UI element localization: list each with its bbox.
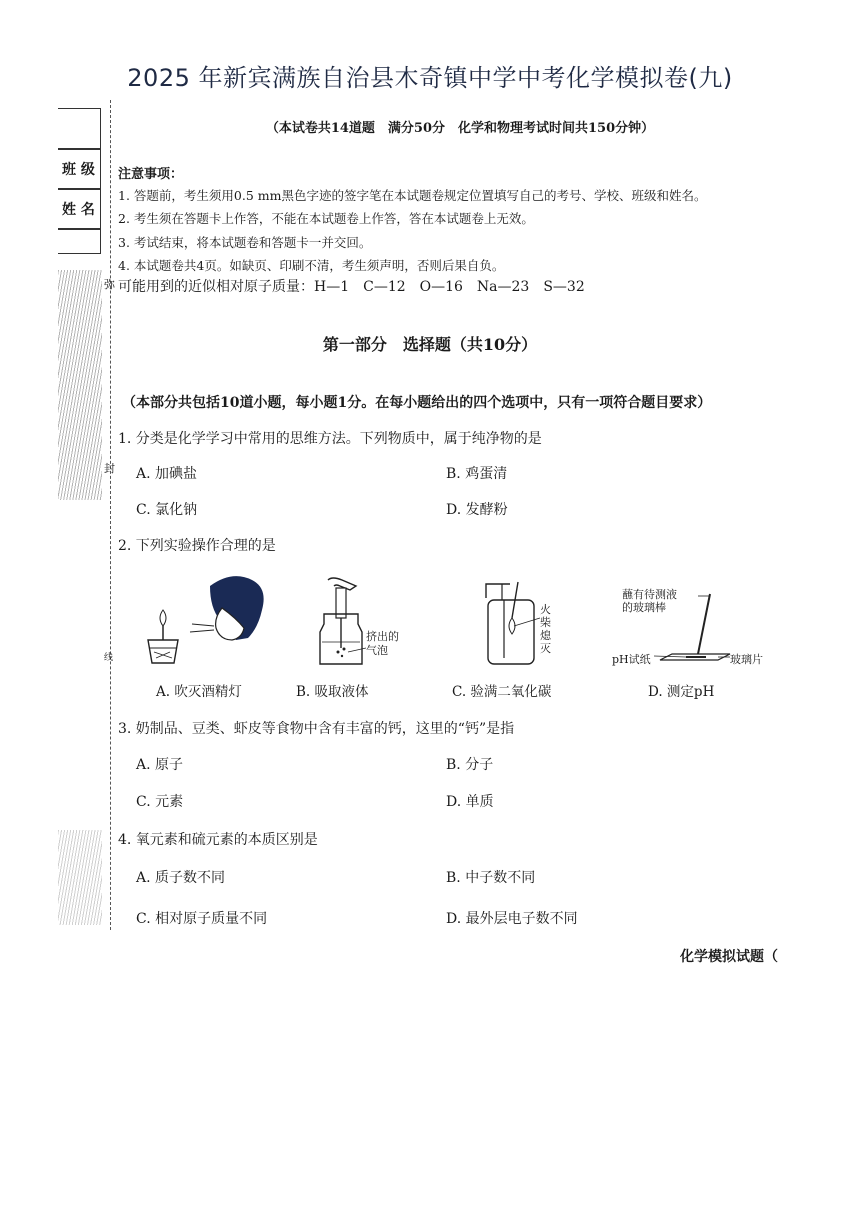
margin-box-top [58, 108, 101, 150]
ph-paper-label: pH试纸 [612, 653, 651, 666]
class-label: 班 级 [62, 162, 95, 178]
margin-box-class [58, 148, 101, 190]
option-c: C. 相对原子质量不同 [136, 911, 268, 927]
name-label: 姓 名 [62, 202, 95, 218]
glass-plate-label: 玻璃片 [730, 653, 763, 666]
glass-rod-label: 蘸有待测液 的玻璃棒 [622, 588, 677, 614]
option-b: B. 分子 [446, 757, 494, 773]
option-a: A. 原子 [136, 757, 184, 773]
question-stem: 3. 奶制品、豆类、虾皮等食物中含有丰富的钙，这里的“钙”是指 [118, 721, 515, 737]
option-d: D. 最外层电子数不同 [446, 911, 578, 927]
margin-hatch-top [58, 270, 102, 500]
margin-box-name [58, 188, 101, 230]
seal-line [110, 100, 111, 930]
margin-box-bottom [58, 228, 101, 254]
option-a: A. 质子数不同 [136, 870, 226, 886]
seal-char-1: 弥 [104, 278, 115, 291]
page-footer: 化学模拟试题（ [680, 949, 778, 965]
option-d: D. 测定pH [648, 684, 715, 700]
question-stem: 1. 分类是化学学习中常用的思维方法。下列物质中，属于纯净物的是 [118, 431, 542, 447]
option-d: D. 发酵粉 [446, 502, 508, 518]
question-stem: 4. 氧元素和硫元素的本质区别是 [118, 832, 318, 848]
bubbles-label: 挤出的 气泡 [366, 630, 399, 657]
seal-char-2: 封 [104, 462, 115, 475]
notes-heading: 注意事项： [118, 167, 184, 182]
note-item: 1. 答题前，考生须用0.5 mm黑色字迹的签字笔在本试题卷规定位置填写自己的考号、学校、班级和姓名。 [118, 188, 707, 203]
part-title: 第一部分 选择题（共10分） [322, 335, 538, 354]
option-b: B. 中子数不同 [446, 870, 536, 886]
option-c: C. 验满二氧化碳 [452, 684, 552, 700]
option-b: B. 鸡蛋清 [446, 466, 508, 482]
part-description: （本部分共包括10道小题，每小题1分。在每小题给出的四个选项中，只有一项符合题目要求） [122, 395, 712, 411]
option-a: A. 加碘盐 [136, 466, 198, 482]
margin-hatch-bottom [58, 830, 102, 925]
option-c: C. 元素 [136, 794, 184, 810]
question-stem: 2. 下列实验操作合理的是 [118, 538, 276, 554]
option-d: D. 单质 [446, 794, 494, 810]
fire-extinguish-label: 火 柴 熄 灭 [540, 603, 551, 655]
option-b: B. 吸取液体 [296, 684, 369, 700]
option-a: A. 吹灭酒精灯 [156, 684, 242, 700]
exam-info: （本试卷共14道题 满分50分 化学和物理考试时间共150分钟） [265, 121, 655, 136]
option-c: C. 氯化钠 [136, 502, 198, 518]
note-item: 3. 考试结束，将本试题卷和答题卡一并交回。 [118, 235, 372, 250]
note-item: 2. 考生须在答题卡上作答，不能在本试题卷上作答，答在本试题卷上无效。 [118, 211, 534, 226]
note-item: 4. 本试题卷共4页。如缺页、印刷不清，考生须声明，否则后果自负。 [118, 258, 505, 273]
atomic-mass-line: 可能用到的近似相对原子质量：H—1 C—12 O—16 Na—23 S—32 [118, 279, 585, 295]
blow-lamp-figure [140, 568, 270, 673]
seal-char-3: 线 [104, 653, 114, 663]
page-title: 2025 年新宾满族自治县木奇镇中学中考化学模拟卷(九) [127, 64, 733, 92]
